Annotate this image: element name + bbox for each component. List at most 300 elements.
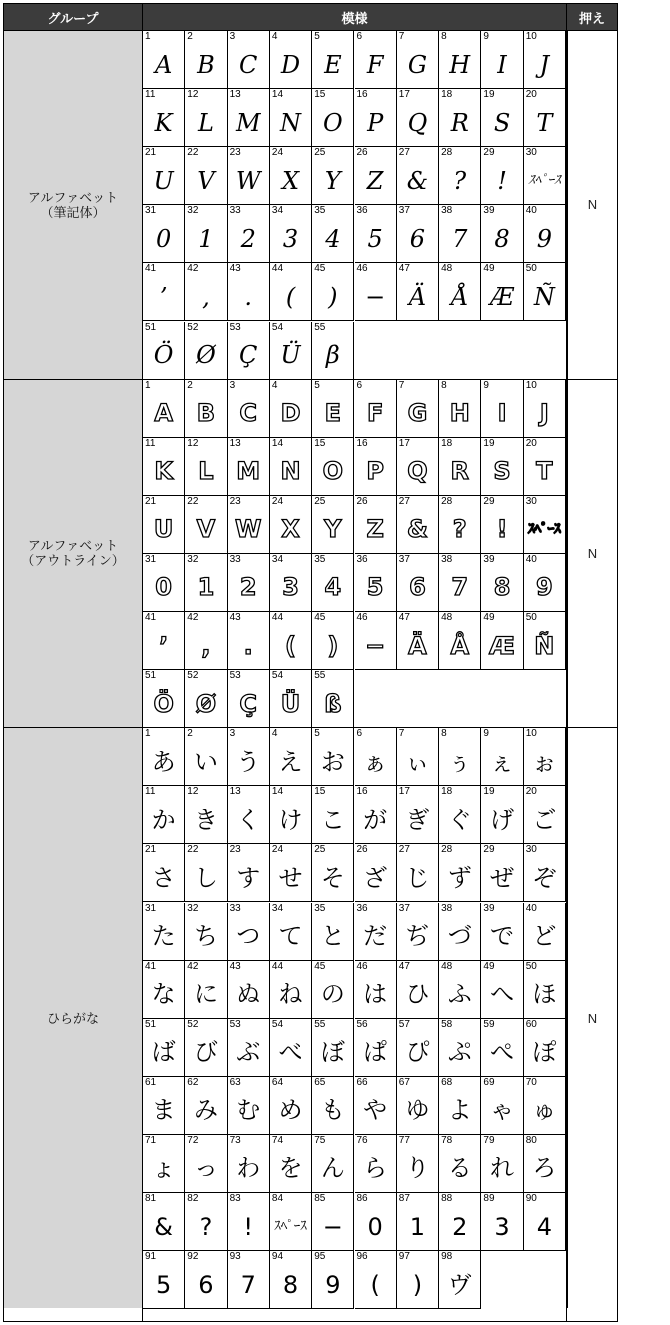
pattern-glyph: − <box>322 1212 343 1241</box>
pattern-cell[interactable] <box>143 728 185 786</box>
pattern-cell[interactable] <box>228 844 270 902</box>
pattern-glyph: ば <box>151 1038 176 1067</box>
pattern-cell[interactable] <box>270 961 312 1019</box>
pattern-cell[interactable] <box>312 612 354 670</box>
pattern-cell[interactable] <box>524 438 566 496</box>
pattern-cell[interactable] <box>312 89 354 147</box>
pattern-number: 22 <box>187 147 199 159</box>
pattern-cell[interactable] <box>524 961 566 1019</box>
pattern-cell[interactable] <box>143 205 185 263</box>
pattern-cell[interactable] <box>481 903 523 961</box>
pattern-glyph: 6 <box>409 224 426 253</box>
pattern-cell[interactable] <box>270 670 312 728</box>
pattern-glyph: っ <box>193 1154 218 1183</box>
pattern-glyph: ? <box>453 166 467 195</box>
pattern-cell[interactable] <box>397 1135 439 1193</box>
pattern-cell[interactable] <box>185 903 227 961</box>
pattern-cell[interactable] <box>524 496 566 554</box>
pattern-cell[interactable] <box>228 322 270 380</box>
pattern-cell[interactable] <box>312 554 354 612</box>
pattern-cell[interactable] <box>397 1019 439 1077</box>
pattern-cell[interactable] <box>524 1135 566 1193</box>
pattern-cell[interactable] <box>228 1019 270 1077</box>
pattern-cell[interactable] <box>397 89 439 147</box>
pattern-cell[interactable] <box>355 496 397 554</box>
pattern-cell[interactable] <box>355 1077 397 1135</box>
pattern-glyph: や <box>363 1096 388 1125</box>
pattern-cell[interactable] <box>481 554 523 612</box>
pattern-cell[interactable] <box>481 496 523 554</box>
pattern-number: 92 <box>187 1251 199 1263</box>
pattern-cell[interactable] <box>481 961 523 1019</box>
pattern-cell[interactable] <box>524 612 566 670</box>
pattern-cell[interactable] <box>228 670 270 728</box>
pattern-cell[interactable] <box>270 322 312 380</box>
pattern-number: 5 <box>314 31 320 42</box>
pattern-number: 39 <box>483 205 495 217</box>
pattern-cell[interactable] <box>228 496 270 554</box>
pattern-cell[interactable] <box>524 89 566 147</box>
pattern-cell[interactable] <box>270 1135 312 1193</box>
pattern-cell[interactable] <box>312 322 354 380</box>
pattern-cell[interactable] <box>481 205 523 263</box>
pattern-cell[interactable] <box>143 612 185 670</box>
pattern-glyph: へ <box>490 980 515 1009</box>
pattern-cell[interactable] <box>228 263 270 321</box>
pattern-cell[interactable] <box>228 438 270 496</box>
pattern-cell[interactable] <box>439 612 481 670</box>
pattern-cell[interactable] <box>228 786 270 844</box>
pattern-cell[interactable] <box>397 496 439 554</box>
pattern-cell[interactable] <box>143 438 185 496</box>
pattern-number: 50 <box>525 263 537 275</box>
pattern-glyph: ぱ <box>363 1038 388 1067</box>
pattern-glyph: B <box>197 50 215 79</box>
pattern-cell[interactable] <box>439 496 481 554</box>
pattern-cell[interactable] <box>143 322 185 380</box>
pattern-cell[interactable] <box>397 612 439 670</box>
pattern-glyph: 4 <box>325 224 341 253</box>
pattern-cell[interactable] <box>270 903 312 961</box>
pattern-glyph: J <box>539 399 549 428</box>
pattern-glyph: ｽﾍﾟｰｽ <box>274 1219 307 1235</box>
pattern-number: 22 <box>187 844 199 856</box>
pattern-cell[interactable] <box>228 1251 270 1309</box>
pattern-cell[interactable] <box>524 786 566 844</box>
pattern-cell[interactable] <box>270 612 312 670</box>
pattern-glyph: β <box>325 341 340 370</box>
pattern-cell[interactable] <box>228 1193 270 1251</box>
pattern-cell[interactable] <box>270 496 312 554</box>
pattern-cell[interactable] <box>143 380 185 438</box>
pattern-glyph: K <box>154 108 173 137</box>
pattern-cell[interactable] <box>439 554 481 612</box>
pattern-cell[interactable] <box>270 263 312 321</box>
pattern-cell[interactable] <box>270 1019 312 1077</box>
pattern-cell[interactable] <box>228 554 270 612</box>
pattern-number: 14 <box>271 89 284 101</box>
pattern-cell[interactable] <box>185 728 227 786</box>
pattern-cell[interactable] <box>312 31 354 89</box>
pattern-number: 73 <box>229 1134 241 1146</box>
pattern-number: 6 <box>356 379 363 391</box>
pattern-glyph: つ <box>236 922 261 951</box>
pattern-cell[interactable] <box>312 496 354 554</box>
pattern-cell[interactable] <box>270 89 312 147</box>
pattern-cell[interactable] <box>439 844 481 902</box>
pattern-cell[interactable] <box>355 728 397 786</box>
pattern-cell[interactable] <box>228 612 270 670</box>
pattern-cell[interactable] <box>481 786 523 844</box>
pattern-cell[interactable] <box>143 1193 185 1251</box>
pattern-cell[interactable] <box>397 380 439 438</box>
pattern-cell[interactable] <box>312 1077 354 1135</box>
pattern-number: 88 <box>441 1193 453 1204</box>
pattern-number: 50 <box>525 960 537 972</box>
pattern-cell[interactable] <box>397 263 439 321</box>
pattern-cell[interactable] <box>270 786 312 844</box>
pattern-cell[interactable] <box>143 31 185 89</box>
pattern-cell[interactable] <box>312 438 354 496</box>
pattern-number: 22 <box>187 495 199 507</box>
pattern-cell[interactable] <box>270 205 312 263</box>
pattern-glyph: 7 <box>240 1270 256 1299</box>
pattern-cell[interactable] <box>228 728 270 786</box>
pattern-cell[interactable] <box>481 1135 523 1193</box>
pattern-number: 90 <box>525 1193 537 1204</box>
pattern-cell[interactable] <box>439 786 481 844</box>
pattern-cell[interactable] <box>439 961 481 1019</box>
pattern-number: 93 <box>229 1251 241 1263</box>
pattern-cell[interactable] <box>312 786 354 844</box>
pattern-glyph: 4 <box>324 573 342 602</box>
pattern-cell[interactable] <box>355 786 397 844</box>
pattern-cell[interactable] <box>524 554 566 612</box>
pattern-cell[interactable] <box>185 322 227 380</box>
pattern-glyph: き <box>193 805 218 834</box>
pattern-cell[interactable] <box>228 380 270 438</box>
pattern-cell[interactable] <box>355 1019 397 1077</box>
pattern-number: 38 <box>441 553 453 565</box>
pattern-cell[interactable] <box>397 147 439 205</box>
pattern-cell[interactable] <box>355 89 397 147</box>
pattern-cell[interactable] <box>481 147 523 205</box>
pattern-number: 17 <box>398 786 410 798</box>
pattern-cell[interactable] <box>397 844 439 902</box>
pattern-cell[interactable] <box>355 612 397 670</box>
pattern-cell[interactable] <box>481 1193 523 1251</box>
pattern-number: 63 <box>229 1076 241 1088</box>
pattern-number: 53 <box>229 1018 241 1030</box>
pattern-glyph: れ <box>490 1154 515 1183</box>
pattern-cell[interactable] <box>185 263 227 321</box>
pattern-cell[interactable] <box>312 903 354 961</box>
pattern-number: 78 <box>441 1134 453 1146</box>
pattern-number: 43 <box>229 960 241 972</box>
pattern-glyph: ゃ <box>490 1096 515 1125</box>
pattern-number: 40 <box>525 553 537 565</box>
pattern-cell[interactable] <box>439 728 481 786</box>
pattern-glyph: み <box>193 1096 218 1125</box>
pattern-cell[interactable] <box>439 1135 481 1193</box>
pattern-cell[interactable] <box>481 89 523 147</box>
pattern-cell[interactable] <box>312 205 354 263</box>
pattern-cell[interactable] <box>439 1077 481 1135</box>
pattern-cell[interactable] <box>355 1135 397 1193</box>
pattern-cell[interactable] <box>185 1135 227 1193</box>
pattern-glyph: と <box>320 922 345 951</box>
pattern-cell[interactable] <box>270 1251 312 1309</box>
pattern-cell[interactable] <box>185 496 227 554</box>
pattern-cell[interactable] <box>185 1251 227 1309</box>
pattern-cell[interactable] <box>355 844 397 902</box>
pattern-cell[interactable] <box>185 961 227 1019</box>
pattern-cell[interactable] <box>524 31 566 89</box>
pattern-cell[interactable] <box>185 670 227 728</box>
pattern-cell[interactable] <box>481 1019 523 1077</box>
pattern-cell[interactable] <box>270 380 312 438</box>
pattern-cell[interactable] <box>228 31 270 89</box>
pattern-cell[interactable] <box>397 728 439 786</box>
pattern-glyph: 5 <box>366 573 384 602</box>
pattern-glyph: B <box>196 399 216 428</box>
pattern-cell[interactable] <box>355 31 397 89</box>
pattern-number: 15 <box>314 89 326 101</box>
pattern-cell[interactable] <box>143 147 185 205</box>
pattern-number: 52 <box>187 321 199 333</box>
pattern-cell[interactable] <box>524 903 566 961</box>
pattern-glyph: ま <box>151 1096 176 1125</box>
pattern-number: 21 <box>145 147 157 159</box>
pattern-glyph: W <box>235 166 261 195</box>
pattern-glyph: ぉ <box>532 747 557 776</box>
pattern-cell[interactable] <box>355 1251 397 1309</box>
pattern-cell[interactable] <box>355 263 397 321</box>
pattern-cell[interactable] <box>481 728 523 786</box>
pattern-cell[interactable] <box>439 263 481 321</box>
pattern-cell[interactable] <box>355 438 397 496</box>
pattern-cell[interactable] <box>397 1193 439 1251</box>
pattern-cell[interactable] <box>228 89 270 147</box>
pattern-number: 40 <box>525 205 537 217</box>
pattern-cell[interactable] <box>270 844 312 902</box>
pattern-cell[interactable] <box>143 961 185 1019</box>
pattern-cell[interactable] <box>185 554 227 612</box>
pattern-cell[interactable] <box>397 1077 439 1135</box>
pattern-number: 2 <box>187 728 193 740</box>
pattern-number: 18 <box>441 786 453 798</box>
pattern-cell[interactable] <box>143 903 185 961</box>
pattern-glyph: ぢ <box>405 922 430 951</box>
pattern-cell[interactable] <box>312 670 354 728</box>
pattern-glyph: く <box>236 805 261 834</box>
pattern-cell[interactable] <box>185 1019 227 1077</box>
pattern-number: 36 <box>356 553 368 565</box>
pattern-glyph: ’ <box>159 282 168 311</box>
pattern-cell[interactable] <box>228 903 270 961</box>
pattern-cell[interactable] <box>228 1077 270 1135</box>
pattern-cell[interactable] <box>228 147 270 205</box>
pattern-cell[interactable] <box>228 205 270 263</box>
pattern-cell[interactable] <box>143 263 185 321</box>
pattern-cell[interactable] <box>185 438 227 496</box>
pattern-cell[interactable] <box>524 1019 566 1077</box>
pattern-cell[interactable] <box>524 263 566 321</box>
pattern-number: 52 <box>187 670 199 682</box>
pattern-cell[interactable] <box>439 31 481 89</box>
pattern-cell[interactable] <box>481 263 523 321</box>
group-label: アルファベット （アウトライン） <box>4 379 142 728</box>
pattern-cell[interactable] <box>524 205 566 263</box>
pattern-number: 33 <box>229 553 241 565</box>
pattern-cell[interactable] <box>185 147 227 205</box>
pattern-cell[interactable] <box>270 438 312 496</box>
pattern-cell[interactable] <box>355 961 397 1019</box>
pattern-cell[interactable] <box>185 844 227 902</box>
pattern-number: 41 <box>145 960 157 972</box>
pattern-cell[interactable] <box>439 1193 481 1251</box>
pattern-number: 16 <box>356 786 368 798</box>
pattern-number: 35 <box>314 553 326 565</box>
pattern-number: 42 <box>187 612 199 623</box>
pattern-cell[interactable] <box>185 89 227 147</box>
pattern-cell[interactable] <box>270 1193 312 1251</box>
pattern-cell[interactable] <box>312 844 354 902</box>
pattern-cell[interactable] <box>270 147 312 205</box>
pattern-cell[interactable] <box>228 961 270 1019</box>
pattern-cell[interactable] <box>397 205 439 263</box>
pattern-cell[interactable] <box>312 1193 354 1251</box>
pattern-glyph: ず <box>447 863 472 892</box>
pattern-cell[interactable] <box>312 1135 354 1193</box>
pattern-cell[interactable] <box>270 554 312 612</box>
pattern-glyph: め <box>278 1096 303 1125</box>
pattern-cell[interactable] <box>524 1193 566 1251</box>
pattern-cell[interactable] <box>143 1251 185 1309</box>
pattern-number: 5 <box>314 379 320 391</box>
pattern-number: 74 <box>271 1134 284 1146</box>
pattern-cell[interactable] <box>143 1135 185 1193</box>
pattern-cell[interactable] <box>143 554 185 612</box>
pattern-cell[interactable] <box>185 31 227 89</box>
pattern-number: 24 <box>271 495 284 507</box>
pattern-cell[interactable] <box>143 89 185 147</box>
pattern-cell[interactable] <box>397 438 439 496</box>
pattern-glyph: べ <box>278 1038 303 1067</box>
pattern-cell[interactable] <box>355 554 397 612</box>
pattern-cell[interactable] <box>397 1251 439 1309</box>
pattern-cell[interactable] <box>355 380 397 438</box>
pattern-cell[interactable] <box>228 1135 270 1193</box>
pattern-cell[interactable] <box>270 31 312 89</box>
pattern-cell[interactable] <box>481 438 523 496</box>
pattern-cell[interactable] <box>355 205 397 263</box>
pattern-cell[interactable] <box>355 1193 397 1251</box>
pattern-cell[interactable] <box>397 554 439 612</box>
pattern-cell[interactable] <box>143 1019 185 1077</box>
pattern-glyph: も <box>320 1096 345 1125</box>
pattern-glyph: 7 <box>452 224 468 253</box>
group-column-header: グループ <box>4 4 142 30</box>
pattern-cell[interactable] <box>312 1019 354 1077</box>
pattern-cell[interactable] <box>439 1019 481 1077</box>
pattern-cell[interactable] <box>312 961 354 1019</box>
pattern-cell[interactable] <box>439 438 481 496</box>
pattern-cell[interactable] <box>143 496 185 554</box>
pattern-number: 46 <box>356 960 368 972</box>
pattern-cell[interactable] <box>143 786 185 844</box>
pattern-number: 56 <box>356 1018 368 1030</box>
pattern-glyph: じ <box>405 863 430 892</box>
pattern-cell[interactable] <box>481 844 523 902</box>
pattern-number: 83 <box>229 1193 241 1204</box>
pattern-glyph: F <box>366 50 384 79</box>
pattern-cell[interactable] <box>439 903 481 961</box>
pattern-cell[interactable] <box>185 380 227 438</box>
pattern-cell[interactable] <box>355 903 397 961</box>
pattern-cell[interactable] <box>481 31 523 89</box>
pattern-number: 15 <box>314 437 326 449</box>
pattern-cell[interactable] <box>312 263 354 321</box>
pattern-cell[interactable] <box>524 380 566 438</box>
pattern-cell[interactable] <box>185 786 227 844</box>
pattern-cell[interactable] <box>439 205 481 263</box>
pattern-cell[interactable] <box>312 1251 354 1309</box>
pattern-cell[interactable] <box>439 380 481 438</box>
pattern-cell[interactable] <box>439 1251 481 1309</box>
pattern-cell[interactable] <box>481 380 523 438</box>
pattern-cell[interactable] <box>185 612 227 670</box>
pattern-glyph: ぐ <box>447 805 472 834</box>
pattern-number: 1 <box>145 379 151 391</box>
pattern-cell[interactable] <box>524 1077 566 1135</box>
pattern-number: 4 <box>271 31 278 42</box>
pattern-cell[interactable] <box>481 612 523 670</box>
pattern-cell[interactable] <box>439 89 481 147</box>
pattern-cell[interactable] <box>185 205 227 263</box>
pattern-glyph: F <box>366 399 384 428</box>
pattern-cell[interactable] <box>397 903 439 961</box>
pattern-cell[interactable] <box>143 1077 185 1135</box>
pattern-glyph: Ä <box>408 631 427 660</box>
pattern-glyph: ぜ <box>490 863 515 892</box>
pattern-cell[interactable] <box>312 147 354 205</box>
pattern-cell[interactable] <box>270 728 312 786</box>
pattern-cell[interactable] <box>397 31 439 89</box>
pattern-cell[interactable] <box>397 786 439 844</box>
pattern-cell[interactable] <box>355 147 397 205</box>
pattern-cell[interactable] <box>524 147 566 205</box>
pattern-cell[interactable] <box>312 728 354 786</box>
pattern-cell[interactable] <box>270 1077 312 1135</box>
pattern-number: 69 <box>483 1076 495 1088</box>
pattern-cell[interactable] <box>439 147 481 205</box>
pattern-number: 9 <box>483 728 489 740</box>
pattern-cell[interactable] <box>524 728 566 786</box>
pattern-cell[interactable] <box>143 844 185 902</box>
pattern-cell[interactable] <box>185 1193 227 1251</box>
pattern-glyph: P <box>366 457 384 486</box>
pattern-glyph: ひ <box>405 980 430 1009</box>
pattern-number: 3 <box>229 728 236 740</box>
pattern-glyph: H <box>449 399 470 428</box>
pattern-cell[interactable] <box>481 1077 523 1135</box>
pattern-cell[interactable] <box>524 844 566 902</box>
pattern-cell[interactable] <box>397 961 439 1019</box>
pattern-cell[interactable] <box>185 1077 227 1135</box>
pattern-cell[interactable] <box>312 380 354 438</box>
pattern-cell[interactable] <box>143 670 185 728</box>
